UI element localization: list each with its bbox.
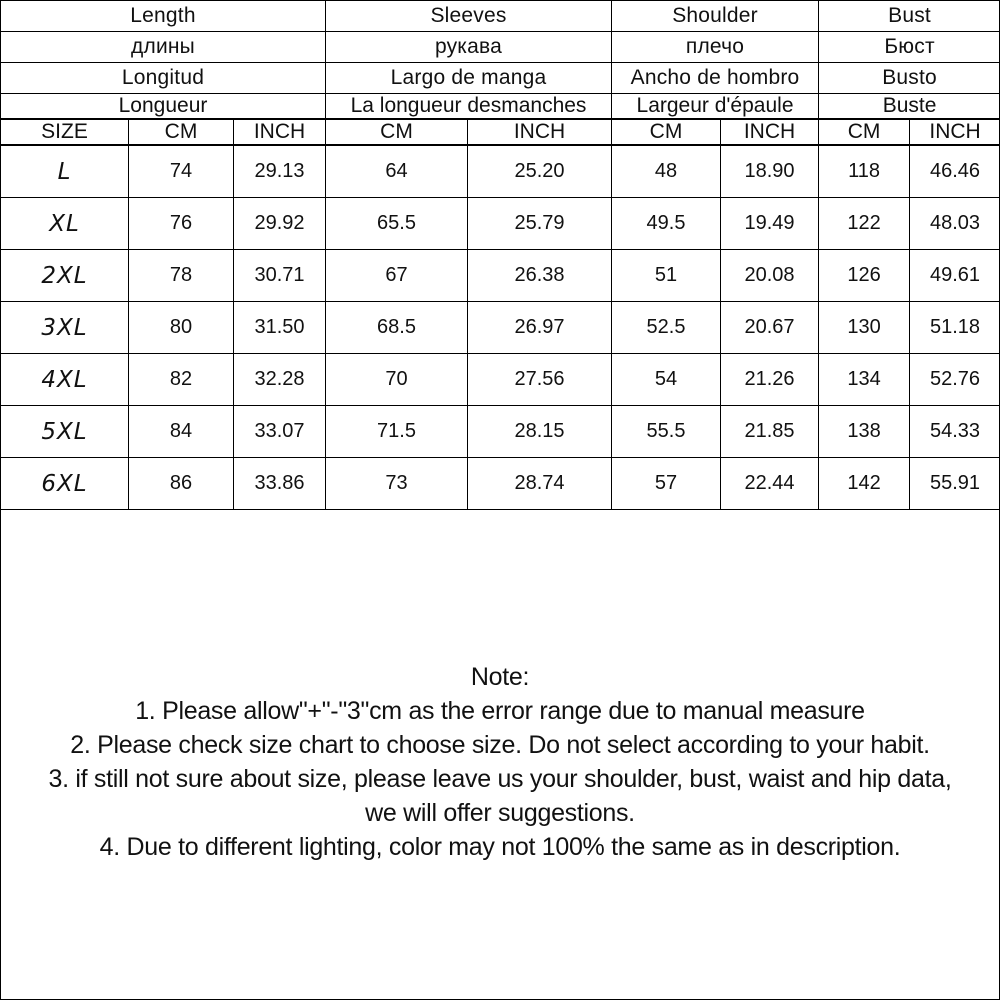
- header-bust: Buste: [819, 94, 1000, 120]
- note-title: Note:: [470, 663, 530, 691]
- header-row-french: [1, 94, 1000, 120]
- bust-inch: 51.18: [910, 302, 1000, 354]
- unit-inch: INCH: [468, 119, 612, 145]
- header-shoulder: Shoulder: [612, 1, 819, 32]
- header-shoulder: плечо: [612, 32, 819, 63]
- length-cm: 78: [129, 250, 234, 302]
- header-row-spanish: [1, 63, 1000, 94]
- shoulder-cm: 57: [612, 458, 721, 510]
- length-inch: 29.13: [234, 145, 326, 198]
- note-line: 1. Please allow"+"-"3"cm as the error range due to manual measure: [135, 697, 865, 725]
- bust-inch: 54.33: [910, 406, 1000, 458]
- header-sleeves: Largo de manga: [326, 63, 612, 94]
- sleeves-inch: 26.97: [468, 302, 612, 354]
- sleeves-cm: 65.5: [326, 198, 468, 250]
- length-inch: 33.86: [234, 458, 326, 510]
- bust-cm: 122: [819, 198, 910, 250]
- shoulder-inch: 20.67: [721, 302, 819, 354]
- size-label: 4XL: [1, 354, 129, 406]
- table-row: [1, 250, 1000, 302]
- unit-inch: INCH: [910, 119, 1000, 145]
- header-shoulder: Largeur d'épaule: [612, 94, 819, 120]
- sleeves-inch: 28.15: [468, 406, 612, 458]
- header-length: Longueur: [1, 94, 326, 120]
- bust-cm: 126: [819, 250, 910, 302]
- shoulder-inch: 20.08: [721, 250, 819, 302]
- length-cm: 82: [129, 354, 234, 406]
- header-length: длины: [1, 32, 326, 63]
- shoulder-cm: 49.5: [612, 198, 721, 250]
- shoulder-inch: 22.44: [721, 458, 819, 510]
- bust-inch: 48.03: [910, 198, 1000, 250]
- header-sleeves: Sleeves: [326, 1, 612, 32]
- note-line: we will offer suggestions.: [365, 799, 635, 827]
- header-bust: Busto: [819, 63, 1000, 94]
- header-sleeves: La longueur desmanches: [326, 94, 612, 120]
- header-row-english: [1, 1, 1000, 32]
- unit-cm: CM: [612, 119, 721, 145]
- units-row: [1, 119, 1000, 145]
- header-bust: Бюст: [819, 32, 1000, 63]
- length-cm: 86: [129, 458, 234, 510]
- sleeves-cm: 68.5: [326, 302, 468, 354]
- length-inch: 31.50: [234, 302, 326, 354]
- size-label: L: [1, 145, 129, 198]
- header-sleeves: рукава: [326, 32, 612, 63]
- unit-inch: INCH: [234, 119, 326, 145]
- size-label: 6XL: [1, 458, 129, 510]
- header-length: Length: [1, 1, 326, 32]
- bust-inch: 46.46: [910, 145, 1000, 198]
- table-row: [1, 145, 1000, 198]
- length-inch: 33.07: [234, 406, 326, 458]
- sleeves-cm: 71.5: [326, 406, 468, 458]
- unit-cm: CM: [129, 119, 234, 145]
- bust-cm: 138: [819, 406, 910, 458]
- size-label: 5XL: [1, 406, 129, 458]
- length-cm: 76: [129, 198, 234, 250]
- table-row: [1, 198, 1000, 250]
- unit-cm: CM: [819, 119, 910, 145]
- sleeves-inch: 27.56: [468, 354, 612, 406]
- sleeves-inch: 25.79: [468, 198, 612, 250]
- length-cm: 80: [129, 302, 234, 354]
- size-label: XL: [1, 198, 129, 250]
- bust-inch: 49.61: [910, 250, 1000, 302]
- length-inch: 30.71: [234, 250, 326, 302]
- shoulder-cm: 51: [612, 250, 721, 302]
- table-row: [1, 458, 1000, 510]
- size-label: 3XL: [1, 302, 129, 354]
- unit-size: SIZE: [1, 119, 129, 145]
- shoulder-cm: 48: [612, 145, 721, 198]
- table-row: [1, 302, 1000, 354]
- shoulder-cm: 52.5: [612, 302, 721, 354]
- bust-cm: 134: [819, 354, 910, 406]
- length-cm: 74: [129, 145, 234, 198]
- shoulder-inch: 19.49: [721, 198, 819, 250]
- shoulder-inch: 21.85: [721, 406, 819, 458]
- unit-cm: CM: [326, 119, 468, 145]
- shoulder-inch: 18.90: [721, 145, 819, 198]
- shoulder-cm: 55.5: [612, 406, 721, 458]
- sleeves-cm: 70: [326, 354, 468, 406]
- shoulder-inch: 21.26: [721, 354, 819, 406]
- note-line: 3. if still not sure about size, please leave us your shoulder, bust, waist and hip data,: [48, 765, 952, 793]
- header-length: Longitud: [1, 63, 326, 94]
- bust-inch: 52.76: [910, 354, 1000, 406]
- length-cm: 84: [129, 406, 234, 458]
- bust-cm: 142: [819, 458, 910, 510]
- note-block: [0, 660, 1000, 864]
- sleeves-inch: 26.38: [468, 250, 612, 302]
- sleeves-cm: 73: [326, 458, 468, 510]
- sleeves-cm: 64: [326, 145, 468, 198]
- sleeves-inch: 25.20: [468, 145, 612, 198]
- header-row-russian: [1, 32, 1000, 63]
- table-row: [1, 406, 1000, 458]
- bust-cm: 118: [819, 145, 910, 198]
- sleeves-cm: 67: [326, 250, 468, 302]
- note-line: 2. Please check size chart to choose size. Do not select according to your habit.: [70, 731, 930, 759]
- size-label: 2XL: [1, 250, 129, 302]
- note-line: 4. Due to different lighting, color may not 100% the same as in description.: [99, 833, 901, 861]
- length-inch: 32.28: [234, 354, 326, 406]
- bust-cm: 130: [819, 302, 910, 354]
- shoulder-cm: 54: [612, 354, 721, 406]
- length-inch: 29.92: [234, 198, 326, 250]
- table-row: [1, 354, 1000, 406]
- unit-inch: INCH: [721, 119, 819, 145]
- header-bust: Bust: [819, 1, 1000, 32]
- bust-inch: 55.91: [910, 458, 1000, 510]
- sleeves-inch: 28.74: [468, 458, 612, 510]
- header-shoulder: Ancho de hombro: [612, 63, 819, 94]
